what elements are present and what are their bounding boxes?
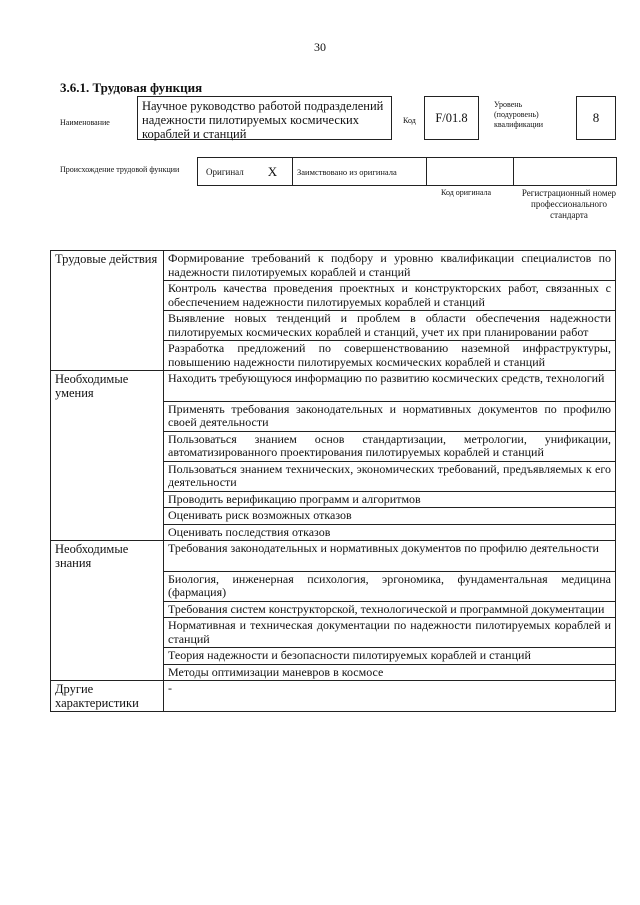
table-row — [51, 431, 616, 461]
category-spacer — [51, 431, 164, 461]
original-cell — [198, 158, 293, 185]
function-name-box: Научное руководство работой подразделений надежности пилотируемых космических кораблей и станций — [137, 96, 392, 140]
table-cell-item: Проводить верификацию программ и алгоритмов — [164, 491, 616, 508]
name-label: Наименование — [60, 118, 110, 127]
category-spacer — [51, 461, 164, 491]
category-spacer — [51, 311, 164, 341]
table-row — [51, 541, 616, 572]
table-row — [51, 281, 616, 311]
table-row — [51, 681, 616, 712]
table-cell-item: Методы оптимизации маневров в космосе — [164, 664, 616, 681]
table-cell-item: Нормативная и техническая документации по надежности пилотируемых кораблей и станций — [164, 618, 616, 648]
category-spacer — [51, 281, 164, 311]
function-code-box: F/01.8 — [424, 96, 479, 140]
origin-label: Происхождение трудовой функции — [60, 165, 180, 174]
function-details-table — [50, 250, 616, 712]
table-cell-item: Применять требования законодательных и нормативных документов по профилю своей деятельности — [164, 401, 616, 431]
table-row — [51, 601, 616, 618]
original-mark: X — [267, 163, 278, 179]
table-cell-item: Биология, инженерная психология, эргономика, фундаментальная медицина (фармация) — [164, 571, 616, 601]
table-row — [51, 401, 616, 431]
table-row — [51, 311, 616, 341]
category-spacer — [51, 491, 164, 508]
section-title: 3.6.1. Трудовая функция — [60, 80, 203, 95]
reg-number-label: Регистрационный номер профессионального стандарта — [521, 188, 617, 220]
table-cell-item: Формирование требований к подбору и уровню квалификации специалистов по надежности пилотируемых кораблей и станций — [164, 251, 616, 281]
table-cell-item: Требования систем конструкторской, технологической и программной документации — [164, 601, 616, 618]
category-label: Необходимые знания — [51, 541, 164, 572]
table-cell-item: Пользоваться знанием основ стандартизации, метрологии, унификации, автоматизированного проектирования пилотируемых кораблей и станций — [164, 431, 616, 461]
category-spacer — [51, 601, 164, 618]
table-row — [51, 491, 616, 508]
table-cell-item: Теория надежности и безопасности пилотируемых кораблей и станций — [164, 648, 616, 665]
table-cell-item: Оценивать последствия отказов — [164, 524, 616, 541]
code-label: Код — [403, 116, 416, 125]
category-label: Необходимые умения — [51, 371, 164, 402]
level-label: Уровень (подуровень) квалификации — [494, 100, 544, 129]
category-spacer — [51, 401, 164, 431]
page-number: 30 — [314, 40, 326, 54]
category-spacer — [51, 571, 164, 601]
origin-row — [197, 157, 617, 186]
category-spacer — [51, 508, 164, 525]
table-row — [51, 461, 616, 491]
category-label: Другие характеристики — [51, 681, 164, 712]
table-cell-item: Оценивать риск возможных отказов — [164, 508, 616, 525]
table-row — [51, 648, 616, 665]
category-spacer — [51, 341, 164, 371]
table-row — [51, 524, 616, 541]
category-spacer — [51, 648, 164, 665]
table-cell-item: Требования законодательных и нормативных документов по профилю деятельности — [164, 541, 616, 572]
reg-number-cell — [514, 158, 617, 185]
original-label: Оригинал — [206, 166, 244, 177]
qualification-level-box: 8 — [576, 96, 616, 140]
table-cell-item: Контроль качества проведения проектных и конструкторских работ, связанных с обеспечением надежности пилотируемых кораблей и станций — [164, 281, 616, 311]
category-label: Трудовые действия — [51, 251, 164, 281]
category-spacer — [51, 664, 164, 681]
table-row — [51, 341, 616, 371]
category-spacer — [51, 618, 164, 648]
table-cell-item: Выявление новых тенденций и проблем в области обеспечения надежности пилотируемых космических кораблей и станций, учет их при планировании работ — [164, 311, 616, 341]
table-row — [51, 251, 616, 281]
table-row — [51, 508, 616, 525]
table-row — [51, 618, 616, 648]
table-row — [51, 571, 616, 601]
table-row — [51, 664, 616, 681]
category-spacer — [51, 524, 164, 541]
borrowed-cell: Заимствовано из оригинала — [293, 158, 427, 185]
table-cell-item: - — [164, 681, 616, 712]
table-row — [51, 371, 616, 402]
code-original-label: Код оригинала — [441, 188, 492, 197]
table-cell-item: Разработка предложений по совершенствованию наземной инфраструктуры, повышению надежности пилотируемых космических кораблей и станций — [164, 341, 616, 371]
code-original-cell — [427, 158, 514, 185]
table-cell-item: Пользоваться знанием технических, экономических требований, предъявляемых к его деятельности — [164, 461, 616, 491]
table-cell-item: Находить требующуюся информацию по развитию космических средств, технологий — [164, 371, 616, 402]
